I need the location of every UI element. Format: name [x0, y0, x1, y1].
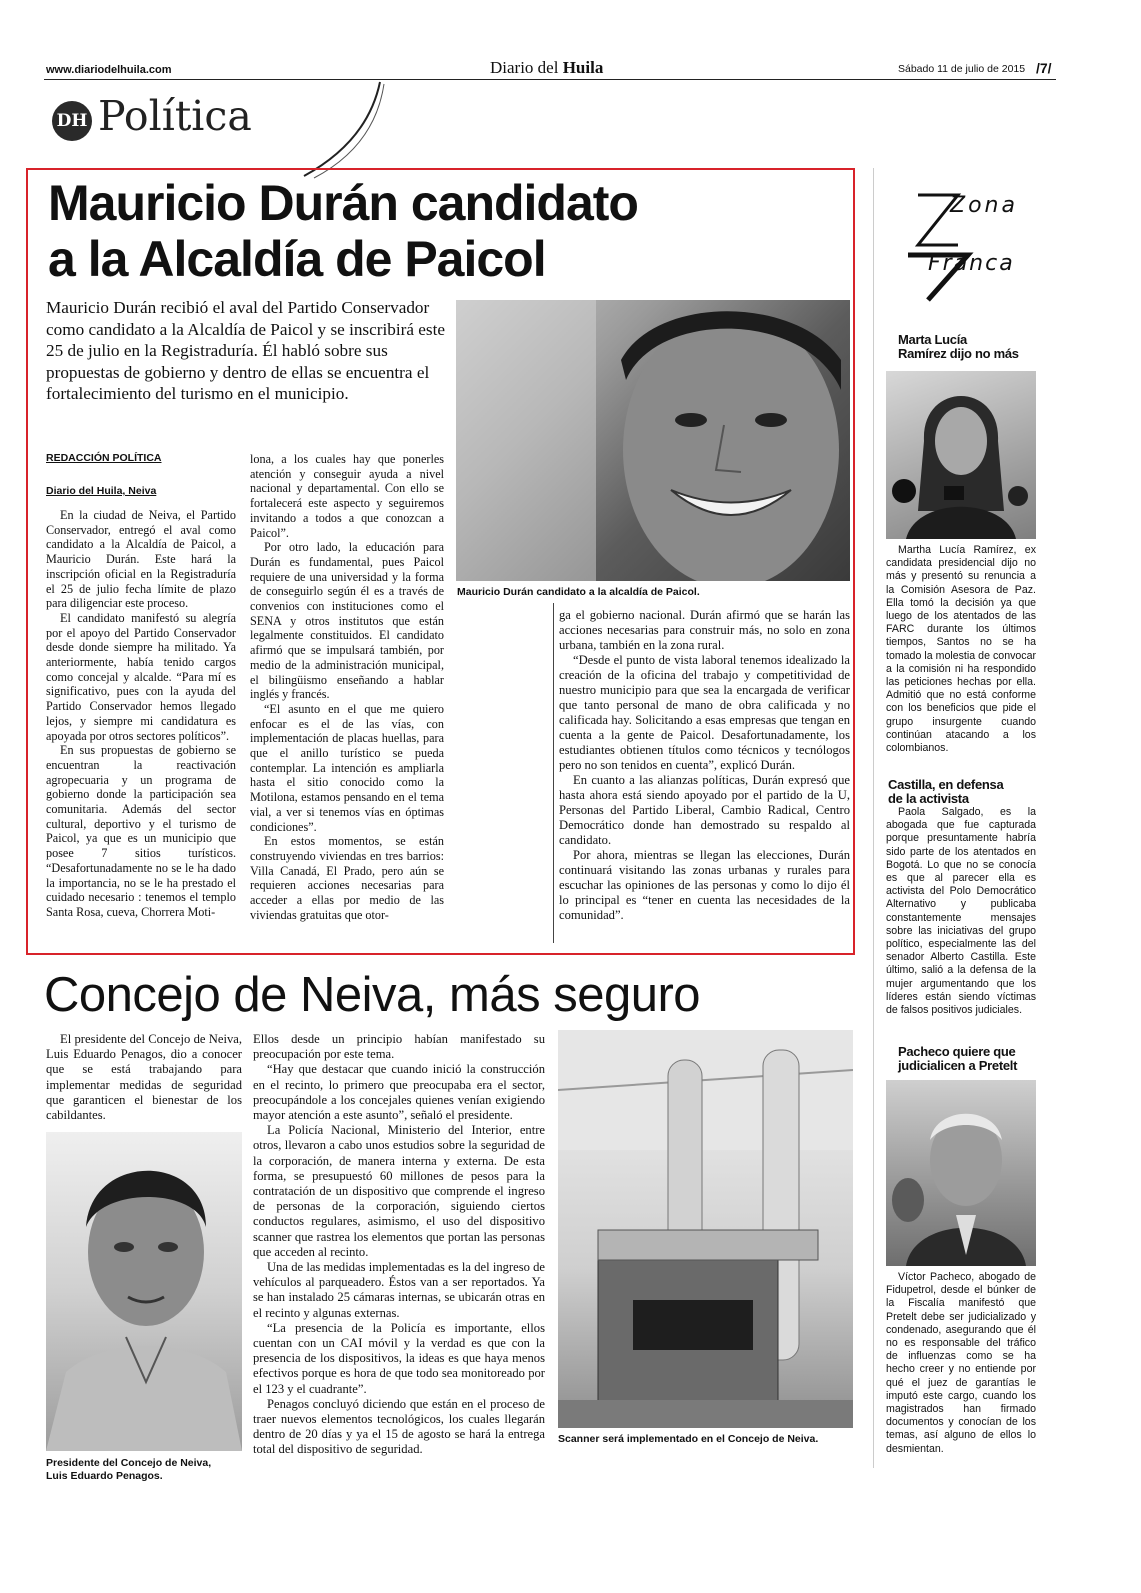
caption-line-2: Luis Eduardo Penagos. [46, 1470, 163, 1482]
paragraph: “Desde el punto de vista laboral tenemos idealizado la creación de la oficina del trabajo y competitividad de nuestro municipio para que sea la encargada de verificar que tanto personal de mano de obra calificada y no calificada hay. Solicitando a esas empresas que tengan en cuenta a la gente de Paicol. Desafortunadamente, los estudiantes obtienen títulos como técnicos y tecnólogos pero no son tenidos en cuenta”, explicó Durán. [559, 653, 850, 772]
scanner-photo-caption: Scanner será implementado en el Concejo de Neiva. [558, 1433, 819, 1445]
paragraph: En estos momentos, se están construyendo viviendas en tres barrios: Villa Canadá, El Prado, pero aún se requieren acciones necesarias para acceder a ellas por medio de las viviendas gratuitas que otor- [250, 834, 444, 922]
scanner-photo [558, 1030, 853, 1428]
paragraph: Por ahora, mientras se llegan las elecciones, Durán continuará visitando las zonas urbanas y rurales para escuchar las opiniones de las personas y como lo dijo él lo principal es “tener en cuenta las necesidades de la comunidad”. [559, 848, 850, 922]
paragraph: Paola Salgado, es la abogada que fue capturada porque presuntamente habría sido parte de los atentados en Bogotá. Lo que no se conocía es que al parecer ella es activista del Polo Democrático Alternativo y publicaba constantemente mensajes sobre las iniciativas del grupo político, especialmente las del senador Alberto Castilla. Este último, salió a la defensa de la mujer argumentando que los líderes están siendo víctimas de falsos positivos judiciales. [886, 806, 1036, 1017]
article2-intro [46, 1032, 242, 1122]
paper-name-bold: Huila [562, 58, 604, 77]
paragraph: “El asunto en el que me quiero enfocar es el de las vías, con implementación de placas huellas, para que el anillo turístico se pueda contemplar. La intención es ampliarla hasta el sitio conocido como la Motilona, estamos pensando en el tema vial, a ver si tenemos vías en óptimas condiciones”. [250, 701, 444, 834]
candidate-photo [456, 300, 850, 581]
sidebar-item1-headline-line2: Ramírez dijo no más [898, 346, 1019, 361]
page-number: /7/ [1036, 60, 1052, 76]
article2-column-2 [253, 1032, 545, 1477]
paragraph: Ellos desde un principio habían manifestado su preocupación por este tema. [253, 1032, 545, 1062]
sidebar-item2-text [886, 806, 1036, 1032]
candidate-face-icon [456, 300, 850, 581]
section-logo: DH [52, 101, 92, 141]
council-president-caption [46, 1457, 211, 1483]
article1-column-1 [46, 508, 236, 944]
paragraph: El presidente del Concejo de Neiva, Luis Eduardo Penagos, dio a conocer que se está trabajando para implementar medidas de seguridad que garanticen el bienestar de los cabildantes. [46, 1032, 242, 1122]
caption-rule [553, 603, 554, 943]
marta-lucia-face-icon [886, 371, 1036, 539]
section-title: Política [98, 92, 252, 140]
header-rule [44, 79, 1056, 80]
paragraph: Víctor Pacheco, abogado de Fidupetrol, desde el búnker de la Fiscalía manifestó que Pretelt debe ser judicializado y condenado, asegurando que él no es responsable del tráfico de influenzas como se ha hecho creer y no entiende por qué el juez de garantías le imputó este cargo, cuando los magistrados han firmado documentos y conocían de los temas, así alguno de ellos lo desmientan. [886, 1271, 1036, 1455]
scanner-device-icon [558, 1030, 853, 1428]
paragraph: ga el gobierno nacional. Durán afirmó que se harán las acciones necesarias para construir más, no solo en zona urbana, también en la zona rural. [559, 608, 850, 652]
paragraph: En la ciudad de Neiva, el Partido Conservador, entregó el aval como candidato a la Alcaldía de Paicol, a Mauricio Durán. Este hará la inscripción oficial en la Registraduría el 25 de julio fecha límite de plazo para diligenciar este proceso. [46, 508, 236, 611]
article1-column-2 [250, 452, 444, 944]
paper-name [490, 58, 603, 78]
sidebar-item3-headline [898, 1045, 1017, 1073]
sidebar-item2-headline [888, 778, 1003, 806]
zona-franca-word-2: Franca [928, 251, 1015, 276]
article1-headline-line1: Mauricio Durán candidato [48, 175, 638, 231]
article1-headline-line2: a la Alcaldía de Paicol [48, 231, 546, 287]
paragraph: lona, a los cuales hay que ponerles atención y conseguir ayuda a nivel nacional y departamental. Con ello se fortalecerá este aspecto y seguiremos invitando a todos a que conozcan a Paicol”. [250, 452, 444, 540]
zona-franca-word-1: Zona [950, 193, 1018, 218]
sidebar-rule [873, 168, 874, 1468]
paragraph: La Policía Nacional, Ministerio del Interior, entre otros, llevaron a cabo unos estudios sobre la seguridad de la corporación, de manera interna y externa. De esta forma, se presupuestó 60 millones de pesos para la contratación de un dispositivo que comprende el ingreso de personas de la corporación, siguiendo ciertos conductos regulares, asimismo, el uso del dispositivo scanner que rastrea los elementos que portan las personas que acceden al recinto. [253, 1123, 545, 1259]
article1-headline [48, 175, 638, 287]
article2-headline: Concejo de Neiva, más seguro [44, 968, 701, 1022]
paragraph: “Hay que destacar que cuando inició la construcción en el recinto, lo primero que preocupaba era el sector, preocupándole a los concejales quienes venían exigiendo mayor atención a este asunto”, señaló el presidente. [253, 1062, 545, 1123]
sidebar-item3-headline-line1: Pacheco quiere que [898, 1044, 1016, 1059]
candidate-photo-caption: Mauricio Durán candidato a la alcaldía de Paicol. [457, 586, 700, 598]
caption-line-1: Presidente del Concejo de Neiva, [46, 1457, 212, 1469]
council-president-face-icon [46, 1132, 242, 1451]
paragraph: Por otro lado, la educación para Durán es fundamental, pues Paicol requiere de una universidad y la forma de conseguirlo según él es a través de convenios con instituciones como el SENA y otros institutos que están legalmente constituidos. El candidato afirmó que se impulsará también, por medio de la administración municipal, el bilingüismo enseñando a hablar inglés y francés. [250, 540, 444, 702]
issue-date: Sábado 11 de julio de 2015 [898, 63, 1026, 75]
byline: REDACCIÓN POLÍTICA [46, 452, 162, 464]
marta-lucia-photo [886, 371, 1036, 539]
sidebar-item2-headline-line2: de la activista [888, 791, 969, 806]
paper-name-pre: Diario del [490, 58, 563, 77]
sidebar-item3-headline-line2: judicialicen a Pretelt [898, 1058, 1018, 1073]
sidebar-item2-headline-line1: Castilla, en defensa [888, 777, 1004, 792]
sidebar-item1-headline [898, 333, 1019, 361]
council-president-photo [46, 1132, 242, 1451]
sidebar-item3-text [886, 1271, 1036, 1471]
paragraph: Penagos concluyó diciendo que están en el proceso de traer nuevos elementos tecnológicos, los cuales llegarán dentro de 20 días y ya el 15 de agosto se hará la entrega total del dispositivo de seguridad. [253, 1396, 545, 1457]
victor-pacheco-face-icon [886, 1080, 1036, 1266]
article1-column-3 [559, 608, 850, 944]
dateline: Diario del Huila, Neiva [46, 485, 157, 497]
section-swoosh-icon [300, 80, 390, 180]
paragraph: Martha Lucía Ramírez, ex candidata presidencial dijo no más y presentó su renuncia a la Comisión Asesora de Paz. Ella tomó la decisión ya que luego de los atentados de las FARC durante los últimos tiempos, Santos no se ha tomado la molestia de convocar a la comisión ni ha respondido las peticiones hechas por ella. Admitió que no está conforme con los beneficios que pide el grupo insurgente cuando continúan atacando a los colombianos. [886, 544, 1036, 755]
zona-franca-logo [888, 185, 1038, 305]
sidebar-item1-text [886, 544, 1036, 770]
victor-pacheco-photo [886, 1080, 1036, 1266]
paragraph: Una de las medidas implementadas es la del ingreso de vehículos al parqueadero. Éstos van a ser reportados. Ya se han instalado 25 cámaras internas, se ubicarán otras en el recinto y algunas externas. [253, 1260, 545, 1320]
paragraph: “La presencia de la Policía es importante, ellos cuentan con un CAI móvil y la verdad es que con la presencia de los dispositivos, la ideas es que haya menos efectivos porque es hora de que todo sea monitoreado por el 123 y el cuadrante”. [253, 1320, 545, 1396]
article1-lead: Mauricio Durán recibió el aval del Partido Conservador como candidato a la Alcaldía de Paicol y se inscribirá este 25 de julio en la Registraduría. Él habló sobre sus propuestas de gobierno y dentro de ellas se encuentra el fortalecimiento del turismo en el municipio. [46, 298, 445, 403]
paragraph: En cuanto a las alianzas políticas, Durán expresó que hasta ahora está siendo apoyado por el partido de la U, Personas del Partido Liberal, Cambio Radical, Centro Democrático donde han demostrado su respaldo al candidato. [559, 773, 850, 847]
sidebar-item1-headline-line1: Marta Lucía [898, 332, 967, 347]
paragraph: En sus propuestas de gobierno se encuentran la reactivación agropecuaria y un programa de gobierno donde la participación sea comunitaria. Además del sector cultural, deportivo y el turismo de Paicol, ya que es un municipio que posee 7 sitios turísticos. “Desafortunadamente no se le ha dado la importancia, no se le ha prestado el cuidado necesario : tenemos el templo Santa Rosa, cueva, Chorrera Moti- [46, 743, 236, 919]
paragraph: El candidato manifestó su alegría por el apoyo del Partido Conservador desde donde siempre ha militado. Ya anteriormente, había tenido cargos como concejal y alcalde. “Para mí es significativo, pues con la ayuda del Partido Conservador hemos llegado lejos, y siempre mi candidatura es apoyada por otros sectores políticos”. [46, 610, 236, 743]
website-url[interactable]: www.diariodelhuila.com [46, 64, 172, 76]
